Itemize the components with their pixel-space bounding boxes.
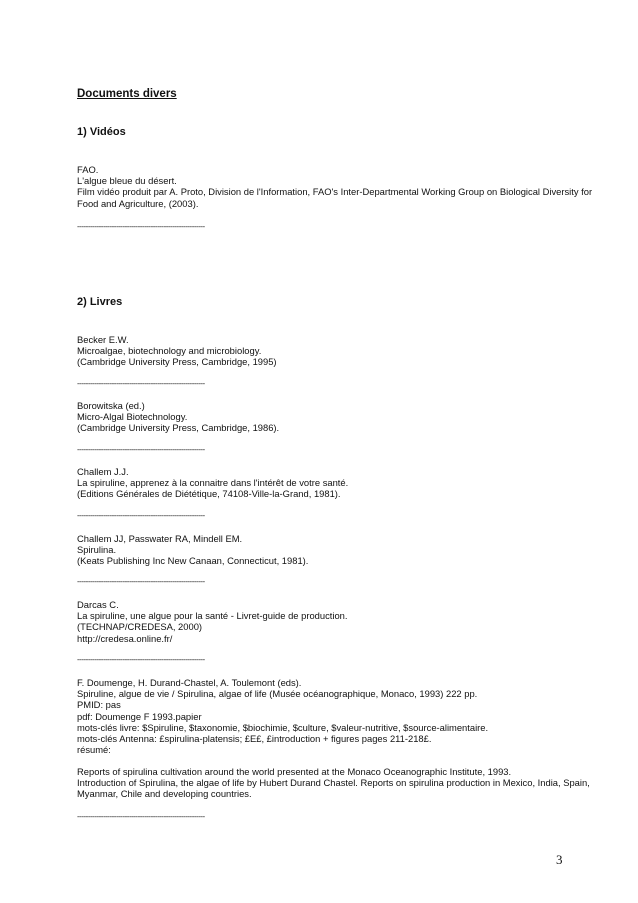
separator-line: ----------------------------------------------------------- — [77, 812, 205, 821]
book-entry-challem-passwater — [77, 533, 597, 567]
entry-line: L'algue bleue du désert. — [77, 175, 177, 187]
book-entry-borowitska — [77, 400, 597, 434]
entry-line: résumé: — [77, 744, 111, 756]
entry-line: (Cambridge University Press, Cambridge, 1995) — [77, 356, 277, 368]
book-entry-becker — [77, 334, 597, 368]
separator-line: ----------------------------------------------------------- — [77, 577, 205, 586]
entry-line: La spiruline, une algue pour la santé - Livret-guide de production. — [77, 610, 348, 622]
page-title: Documents divers — [77, 88, 177, 100]
book-entry-doumenge — [77, 677, 597, 755]
summary-line: Introduction of Spirulina, the algae of life by Hubert Durand Chastel. Reports on spirulina production in Mexico, India, Spain, Myanmar, Chile and developing countries. — [77, 777, 590, 800]
section-title-livres: 2) Livres — [77, 296, 123, 308]
entry-line: Darcas C. — [77, 599, 119, 610]
book-entry-darcas — [77, 599, 597, 644]
entry-line: PMID: pas — [77, 699, 121, 711]
entry-line: Spirulina. — [77, 544, 117, 556]
summary-line: Reports of spirulina cultivation around the world presented at the Monaco Oceanographic Institute, 1993. — [77, 766, 512, 777]
section-title-videos: 1) Vidéos — [77, 126, 126, 138]
separator-line: ----------------------------------------------------------- — [77, 445, 205, 454]
video-entry-fao — [77, 164, 597, 209]
page-number: 3 — [556, 852, 563, 867]
entry-line: Micro-Algal Biotechnology. — [77, 411, 188, 423]
entry-line: pdf: Doumenge F 1993.papier — [77, 710, 202, 722]
entry-line: Challem J.J. — [77, 466, 129, 477]
entry-line: Spiruline, algue de vie / Spirulina, algae of life (Musée océanographique, Monaco, 1993) 222 pp. — [77, 688, 478, 700]
entry-line: mots-clés livre: $Spiruline, $taxonomie, $biochimie, $culture, $valeur-nutritive, $source-alimentaire. — [77, 721, 489, 733]
entry-line: La spiruline, apprenez à la connaitre dans l'intérêt de votre santé. — [77, 477, 349, 489]
entry-line: (TECHNAP/CREDESA, 2000) — [77, 621, 203, 633]
entry-line: (Cambridge University Press, Cambridge, 1986). — [77, 422, 280, 434]
book-entry-challem-jj — [77, 466, 597, 500]
separator-line: ----------------------------------------------------------- — [77, 222, 205, 231]
entry-line: F. Doumenge, H. Durand-Chastel, A. Toulemont (eds). — [77, 677, 302, 688]
entry-line: (Editions Générales de Diététique, 74108-Ville-la-Grand, 1981). — [77, 488, 341, 500]
entry-line: Becker E.W. — [77, 334, 129, 345]
entry-line: Film vidéo produit par A. Proto, Division de l'Information, FAO's Inter-Departmental Working Group on Biological Diversity for Food and Agriculture, (2003). — [77, 186, 593, 209]
credesa-link[interactable]: http://credesa.online.fr/ — [77, 632, 173, 644]
separator-line: ----------------------------------------------------------- — [77, 379, 205, 388]
book-summary-doumenge — [77, 766, 597, 800]
entry-line: FAO. — [77, 164, 99, 175]
entry-line: Microalgae, biotechnology and microbiology. — [77, 345, 262, 357]
entry-line: Challem JJ, Passwater RA, Mindell EM. — [77, 533, 243, 544]
entry-line: mots-clés Antenna: £spirulina-platensis; £E£, £introduction + figures pages 211-218£. — [77, 733, 432, 745]
entry-line: Borowitska (ed.) — [77, 400, 145, 411]
separator-line: ----------------------------------------------------------- — [77, 655, 205, 664]
separator-line: ----------------------------------------------------------- — [77, 511, 205, 520]
entry-line: (Keats Publishing Inc New Canaan, Connecticut, 1981). — [77, 555, 309, 567]
